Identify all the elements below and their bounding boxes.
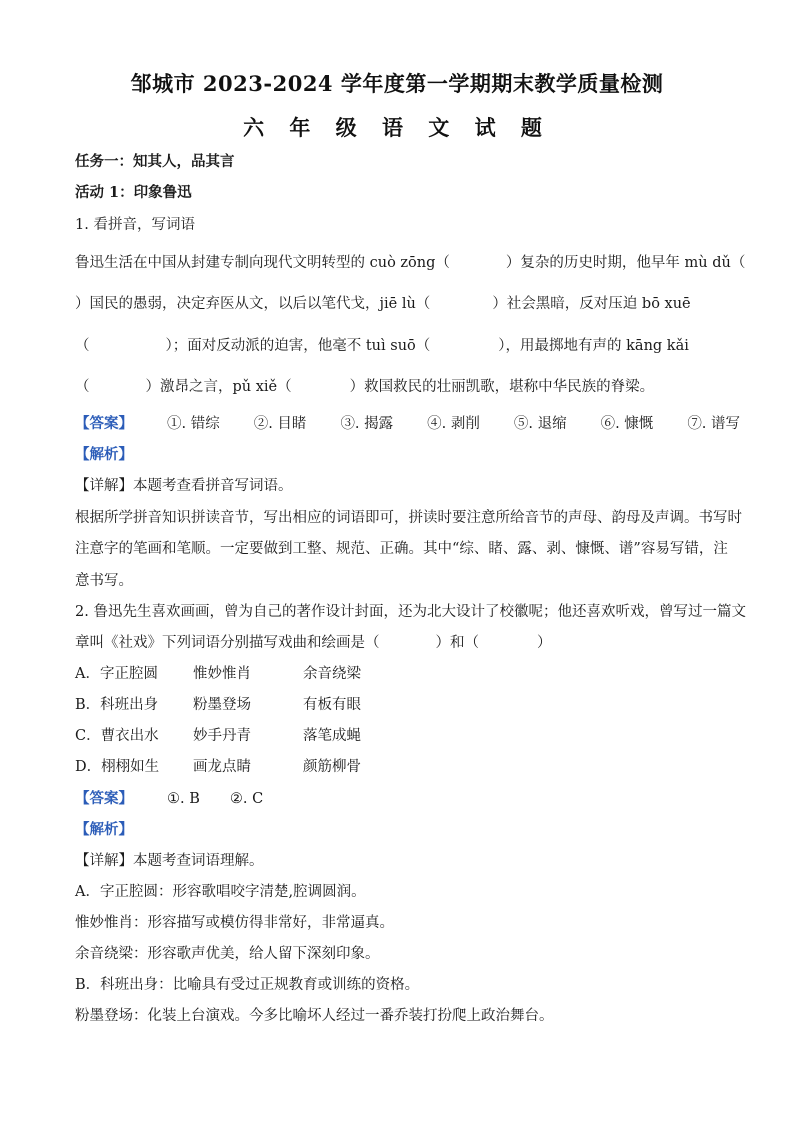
q1-para-line-1 bbox=[75, 251, 745, 272]
option-key-words bbox=[75, 662, 193, 683]
q2-stem-2b: ）和（ bbox=[435, 635, 479, 651]
option-word: 妙手丹青 bbox=[193, 728, 251, 744]
answer-item: ⑥. 慷慨 bbox=[600, 416, 654, 432]
option-a bbox=[75, 662, 361, 683]
q2-detail-line: 粉墨登场：化装上台演戏。今多比喻坏人经过一番乔装打扮爬上政治舞台。 bbox=[75, 1008, 554, 1024]
answer-item: ⑤. 退缩 bbox=[513, 416, 567, 432]
option-word: 惟妙惟肖 bbox=[193, 666, 251, 682]
option-word: 粉墨登场 bbox=[193, 697, 251, 713]
q1-detail-line: 注意字的笔画和笔顺。一定要做到工整、规范、正确。其中“综、睹、露、剥、慷慨、谱”容易写错，注 bbox=[75, 541, 728, 557]
option-b bbox=[75, 693, 361, 714]
q1-text-2b: ）社会黑暗，反对压迫 bō xuē bbox=[492, 296, 691, 312]
analysis-label: 【解析】 bbox=[75, 821, 133, 838]
q1-text-3b: ）；面对反动派的迫害，他毫不 tuì suō（ bbox=[165, 338, 431, 354]
q2-detail-line: B．科班出身：比喻具有受过正规教育或训练的资格。 bbox=[75, 977, 420, 993]
q1-para-line-2 bbox=[75, 292, 691, 313]
q1-text-1a: 鲁迅生活在中国从封建专制向现代文明转型的 cuò zōng（ bbox=[75, 255, 450, 271]
answer-item: ①. B bbox=[167, 791, 200, 807]
option-key: B． bbox=[75, 697, 101, 713]
q1-text-4b: ）激昂之言，pǔ xiě（ bbox=[145, 379, 292, 395]
q2-detail-line: 【详解】本题考查词语理解。 bbox=[75, 853, 264, 869]
q2-answer-row bbox=[75, 787, 263, 808]
q2-detail-line: 余音绕梁：形容歌声优美，给人留下深刻印象。 bbox=[75, 946, 380, 962]
q1-stem: 1. 看拼音，写词语 bbox=[75, 217, 195, 233]
task1-heading: 任务一：知其人，品其言 bbox=[75, 153, 235, 170]
q1-text-4c: ）救国救民的壮丽凯歌，堪称中华民族的脊梁。 bbox=[349, 379, 655, 395]
option-word: 落笔成蝇 bbox=[303, 728, 361, 744]
activity1-heading: 活动 1：印象鲁迅 bbox=[75, 184, 192, 201]
q1-text-3a: （ bbox=[75, 338, 90, 354]
answer-item: ③. 揭露 bbox=[340, 416, 394, 432]
q1-text-2a: ）国民的愚弱，决定弃医从文，以后以笔代戈，jiē lù（ bbox=[75, 296, 431, 312]
q1-text-4a: （ bbox=[75, 379, 90, 395]
q1-para-line-4 bbox=[75, 375, 654, 396]
q2-stem-2c: ） bbox=[537, 635, 552, 651]
option-word: 栩栩如生 bbox=[101, 759, 160, 775]
option-word: 余音绕梁 bbox=[303, 666, 361, 682]
q2-stem-line-1: 2. 鲁迅先生喜欢画画，曾为自己的著作设计封面，还为北大设计了校徽呢；他还喜欢听戏，曾写过一篇文 bbox=[75, 604, 746, 620]
q1-detail-line: 根据所学拼音知识拼读音节，写出相应的词语即可，拼读时要注意所给音节的声母、韵母及声调。书写时 bbox=[75, 510, 742, 526]
option-word: 字正腔圆 bbox=[99, 666, 158, 682]
exam-subtitle: 六 年 级 语 文 试 题 bbox=[243, 115, 551, 140]
answer-item: ①. 错综 bbox=[167, 416, 220, 432]
answer-item: ②. C bbox=[229, 791, 264, 807]
q1-answer-row bbox=[75, 412, 740, 433]
option-key: C． bbox=[75, 728, 101, 744]
option-key: A． bbox=[75, 666, 100, 682]
q2-stem-line-2 bbox=[75, 631, 552, 652]
option-key-words bbox=[75, 755, 193, 776]
option-c bbox=[75, 724, 361, 745]
q2-stem-2a: 章叫《社戏》下列词语分别描写戏曲和绘画是（ bbox=[75, 635, 380, 651]
answer-item: ⑦. 谱写 bbox=[687, 416, 741, 432]
q1-text-1b: ）复杂的历史时期，他早年 mù dǔ（ bbox=[505, 255, 746, 271]
q2-detail-line: A．字正腔圆：形容歌唱咬字清楚,腔调圆润。 bbox=[75, 884, 366, 900]
answer-label: 【答案】 bbox=[75, 415, 133, 432]
option-word: 曹衣出水 bbox=[100, 728, 159, 744]
answer-item: ②. 目睹 bbox=[253, 416, 307, 432]
q1-detail-line: 意书写。 bbox=[75, 573, 133, 589]
q1-para-line-3 bbox=[75, 334, 689, 355]
option-word: 有板有眼 bbox=[303, 697, 361, 713]
answer-label: 【答案】 bbox=[75, 790, 133, 807]
option-key-words bbox=[75, 693, 193, 714]
option-key: D． bbox=[75, 759, 102, 775]
q1-detail-line: 【详解】本题考查看拼音写词语。 bbox=[75, 478, 293, 494]
q2-detail-line: 惟妙惟肖：形容描写或模仿得非常好，非常逼真。 bbox=[75, 915, 394, 931]
option-d bbox=[75, 755, 361, 776]
answer-item: ④. 剥削 bbox=[427, 416, 480, 432]
q1-text-3c: ），用最掷地有声的 kāng kǎi bbox=[498, 338, 689, 354]
option-key-words bbox=[75, 724, 193, 745]
option-word: 画龙点睛 bbox=[193, 759, 251, 775]
option-word: 颜筋柳骨 bbox=[303, 759, 361, 775]
exam-title: 邹城市 2023-2024 学年度第一学期期末教学质量检测 bbox=[130, 71, 664, 96]
analysis-label: 【解析】 bbox=[75, 446, 133, 463]
option-word: 科班出身 bbox=[100, 697, 159, 713]
